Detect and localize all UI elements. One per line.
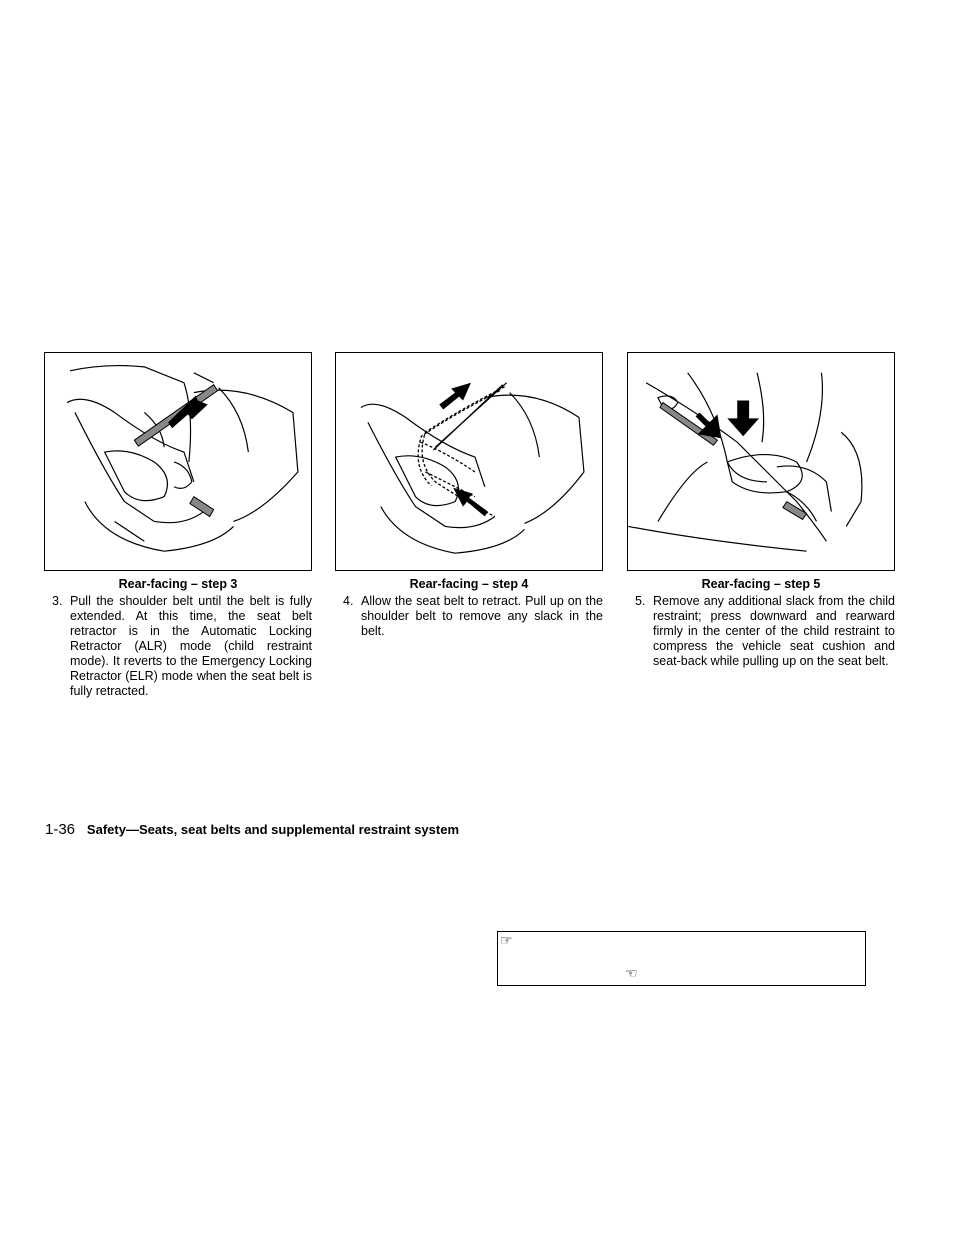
step-number: 3. xyxy=(52,594,63,608)
page-number: 1-36 xyxy=(45,821,76,838)
step-text: Pull the shoulder belt until the belt is fully extended. At this time, the seat belt retractor is in the Automatic Locking Retractor (ALR) mode (child restraint mode). It reverts to the Emergency Locking Retractor (ELR) mode when the seat belt is fully retracted. xyxy=(70,594,312,698)
illustration-step-4 xyxy=(336,353,602,570)
illustration-step-3 xyxy=(45,353,311,570)
step-number: 5. xyxy=(635,594,646,608)
figure-caption-step-3: Rear-facing – step 3 xyxy=(118,577,238,591)
figure-step-3 xyxy=(44,352,312,571)
section-title: Safety—Seats, seat belts and supplemental restraint system xyxy=(86,822,460,837)
instruction-step-5 xyxy=(627,594,895,669)
pointing-hand-left-icon: ☜ xyxy=(625,965,638,981)
note-box xyxy=(497,931,866,986)
figure-caption-step-4: Rear-facing – step 4 xyxy=(409,577,529,591)
step-number: 4. xyxy=(343,594,354,608)
step-text: Remove any additional slack from the child restraint; press downward and rearward firmly in the center of the child restraint to compress the vehicle seat cushion and seat-back while pulling up on the seat belt. xyxy=(653,594,895,668)
illustration-step-5 xyxy=(628,353,894,570)
pointing-hand-right-icon: ☞ xyxy=(500,932,513,948)
instruction-step-4 xyxy=(335,594,603,639)
instruction-step-3 xyxy=(44,594,312,699)
figure-caption-step-5: Rear-facing – step 5 xyxy=(701,577,821,591)
figure-step-5 xyxy=(627,352,895,571)
step-text: Allow the seat belt to retract. Pull up on the shoulder belt to remove any slack in the belt. xyxy=(361,594,603,638)
page-footer xyxy=(45,820,459,839)
figure-step-4 xyxy=(335,352,603,571)
